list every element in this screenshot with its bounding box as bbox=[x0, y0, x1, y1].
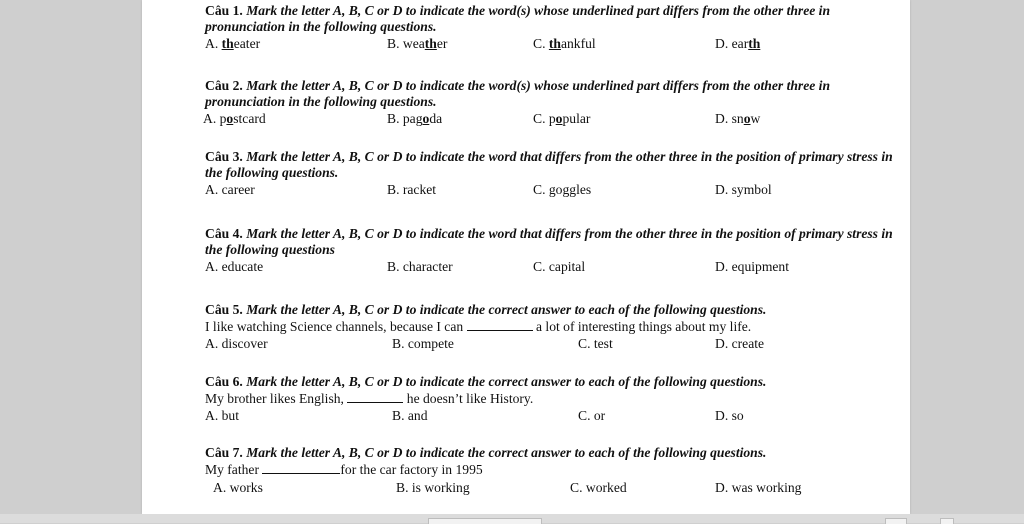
option-c[interactable]: C. test bbox=[578, 336, 613, 351]
question-2-instruction bbox=[205, 78, 905, 110]
option-c[interactable]: C. capital bbox=[533, 259, 586, 274]
question-number: Câu 5. bbox=[205, 302, 243, 317]
question-4-options bbox=[205, 258, 905, 275]
option-d[interactable]: D. earth bbox=[715, 36, 761, 51]
question-4-instruction bbox=[205, 226, 905, 258]
question-5 bbox=[205, 302, 905, 352]
option-b[interactable]: B. racket bbox=[387, 182, 437, 197]
question-6 bbox=[205, 374, 905, 424]
question-6-instruction bbox=[205, 374, 905, 390]
question-6-options bbox=[205, 407, 905, 424]
answer-blank bbox=[262, 461, 340, 474]
question-number: Câu 4. bbox=[205, 226, 243, 241]
option-b[interactable]: B. and bbox=[392, 408, 428, 423]
instruction-text: Mark the letter A, B, C or D to indicate the correct answer to each of the following questions. bbox=[246, 302, 767, 317]
question-3-options bbox=[205, 181, 905, 198]
question-7-sentence: My father for the car factory in 1995 bbox=[205, 462, 483, 477]
question-6-sentence: My brother likes English, he doesn’t like History. bbox=[205, 391, 534, 406]
question-3-instruction bbox=[205, 149, 905, 181]
question-4 bbox=[205, 226, 905, 275]
option-b[interactable]: B. weather bbox=[387, 36, 448, 51]
instruction-text: Mark the letter A, B, C or D to indicate the word that differs from the other three in the position of primary stress in the following questions bbox=[205, 226, 893, 257]
question-number: Câu 2. bbox=[205, 78, 243, 93]
answer-blank bbox=[467, 318, 533, 331]
question-1 bbox=[205, 3, 905, 52]
option-c[interactable]: C. or bbox=[578, 408, 606, 423]
question-7-options bbox=[205, 478, 905, 496]
question-number: Câu 3. bbox=[205, 149, 243, 164]
option-b[interactable]: B. pagoda bbox=[387, 111, 443, 126]
scroll-thumb[interactable] bbox=[428, 518, 542, 524]
question-7-instruction bbox=[205, 445, 905, 461]
option-a[interactable]: A. works bbox=[213, 480, 263, 495]
option-b[interactable]: B. character bbox=[387, 259, 453, 274]
instruction-text: Mark the letter A, B, C or D to indicate the correct answer to each of the following questions. bbox=[246, 374, 767, 389]
question-5-instruction bbox=[205, 302, 905, 318]
question-7 bbox=[205, 445, 905, 496]
question-number: Câu 6. bbox=[205, 374, 243, 389]
answer-blank bbox=[347, 390, 403, 403]
option-a[interactable]: A. educate bbox=[205, 259, 264, 274]
option-a[interactable]: A. career bbox=[205, 182, 255, 197]
question-3 bbox=[205, 149, 905, 198]
option-b[interactable]: B. compete bbox=[392, 336, 454, 351]
question-2 bbox=[205, 78, 905, 127]
question-5-options bbox=[205, 335, 905, 352]
instruction-text: Mark the letter A, B, C or D to indicate the word(s) whose underlined part differs from the other three in pronunciation in the following questions. bbox=[205, 78, 831, 109]
option-d[interactable]: D. snow bbox=[715, 111, 761, 126]
instruction-text: Mark the letter A, B, C or D to indicate the word that differs from the other three in the position of primary stress in the following questions. bbox=[205, 149, 893, 180]
question-1-instruction bbox=[205, 3, 905, 35]
option-b[interactable]: B. is working bbox=[396, 480, 470, 495]
option-d[interactable]: D. equipment bbox=[715, 259, 790, 274]
bottom-tab[interactable] bbox=[940, 518, 954, 524]
option-a[interactable]: A. postcard bbox=[203, 111, 266, 126]
option-c[interactable]: C. worked bbox=[570, 480, 627, 495]
option-a[interactable]: A. theater bbox=[205, 36, 261, 51]
question-2-options bbox=[205, 110, 905, 127]
option-a[interactable]: A. but bbox=[205, 408, 239, 423]
instruction-text: Mark the letter A, B, C or D to indicate the word(s) whose underlined part differs from the other three in pronunciation in the following questions. bbox=[205, 3, 831, 34]
option-d[interactable]: D. create bbox=[715, 336, 765, 351]
instruction-text: Mark the letter A, B, C or D to indicate the correct answer to each of the following questions. bbox=[246, 445, 767, 460]
option-c[interactable]: C. popular bbox=[533, 111, 591, 126]
option-d[interactable]: D. so bbox=[715, 408, 744, 423]
question-1-options bbox=[205, 35, 905, 52]
question-number: Câu 7. bbox=[205, 445, 243, 460]
option-d[interactable]: D. symbol bbox=[715, 182, 772, 197]
option-c[interactable]: C. goggles bbox=[533, 182, 592, 197]
option-a[interactable]: A. discover bbox=[205, 336, 268, 351]
option-d[interactable]: D. was working bbox=[715, 480, 802, 495]
option-c[interactable]: C. thankful bbox=[533, 36, 596, 51]
viewer-bottom-bar bbox=[0, 514, 1024, 523]
bottom-tab[interactable] bbox=[885, 518, 907, 524]
document-page bbox=[142, 0, 910, 514]
question-5-sentence: I like watching Science channels, because I can a lot of interesting things about my life. bbox=[205, 319, 752, 334]
question-number: Câu 1. bbox=[205, 3, 243, 18]
